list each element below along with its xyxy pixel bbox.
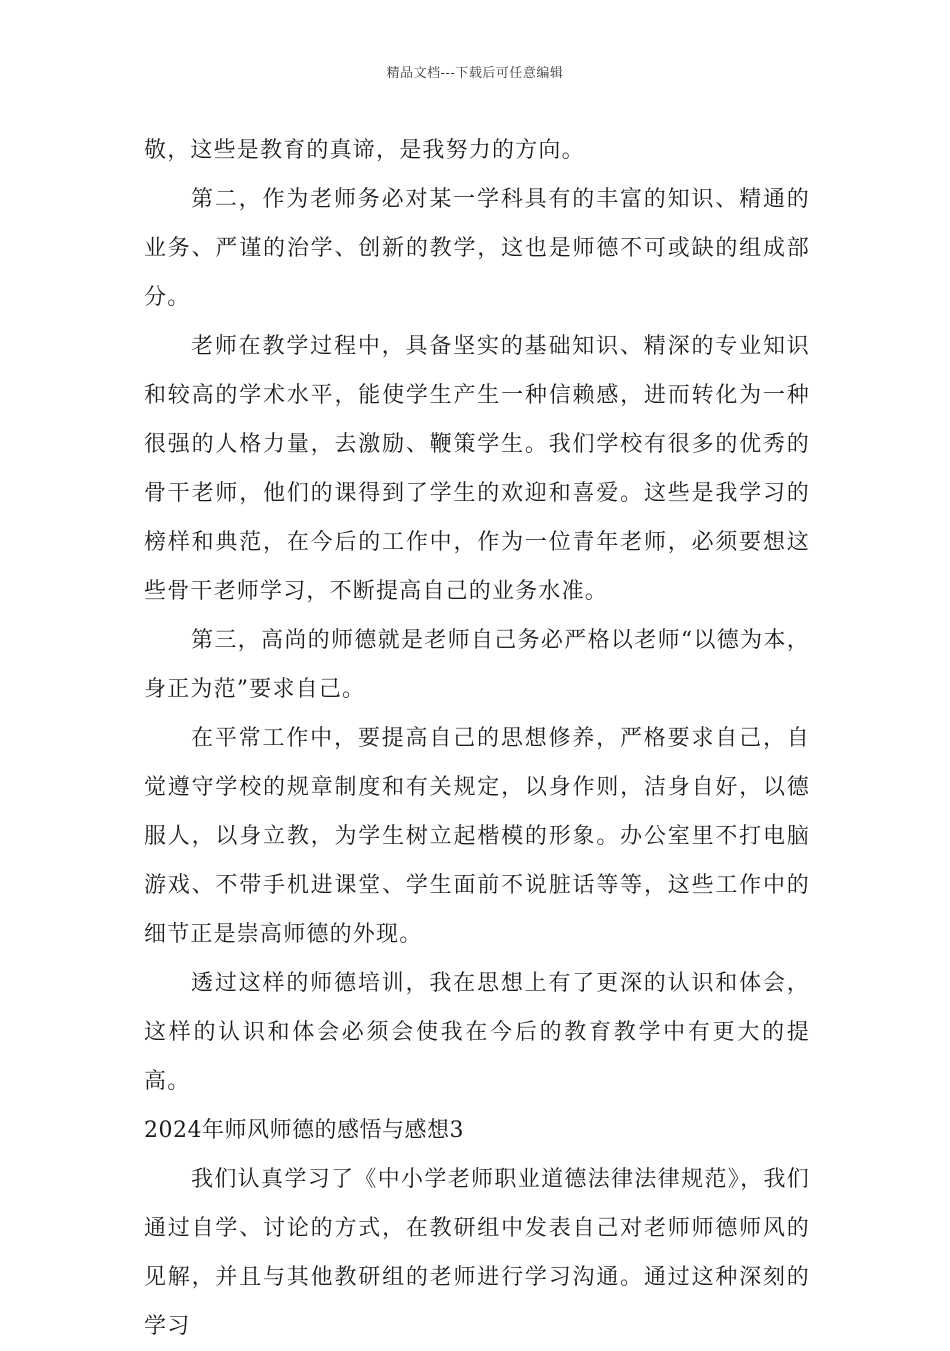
section-heading: 2024年师风师德的感悟与感想3 <box>144 1118 464 1143</box>
paragraph-training-reflection: 透过这样的师德培训，我在思想上有了更深的认识和体会，这样的认识和体会必须会使我在今后的教育教学中有更大的提高。 <box>144 971 810 1094</box>
paragraph-teacher-knowledge: 老师在教学过程中，具备坚实的基础知识、精深的专业知识和较高的学术水平，能使学生产生一种信赖感，进而转化为一种很强的人格力量，去激励、鞭策学生。我们学校有很多的优秀的骨干老师，他们的课得到了学生的欢迎和喜爱。这些是我学习的榜样和典范，在今后的工作中，作为一位青年老师，必须要想这些骨干老师学习，不断提高自己的业务水准。 <box>144 334 810 604</box>
document-body <box>144 126 810 1351</box>
paragraph-continuation: 敬，这些是教育的真谛，是我努力的方向。 <box>144 138 585 163</box>
paragraph-second-point: 第二，作为老师务必对某一学科具有的丰富的知识、精通的业务、严谨的治学、创新的教学，这也是师德不可或缺的组成部分。 <box>144 187 810 310</box>
paragraph-study-code: 我们认真学习了《中小学老师职业道德法律法律规范》，我们通过自学、讨论的方式，在教研组中发表自己对老师师德师风的见解，并且与其他教研组的老师进行学习沟通。通过这种深刻的学习 <box>144 1167 810 1339</box>
page-header: 精品文档---下载后可任意编辑 <box>386 66 564 81</box>
paragraph-third-point: 第三，高尚的师德就是老师自己务必严格以老师“以德为本，身正为范”要求自己。 <box>144 628 810 702</box>
paragraph-daily-work: 在平常工作中，要提高自己的思想修养，严格要求自己，自觉遵守学校的规章制度和有关规定，以身作则，洁身自好，以德服人，以身立教，为学生树立起楷模的形象。办公室里不打电脑游戏、不带手机进课堂、学生面前不说脏话等等，这些工作中的细节正是崇高师德的外现。 <box>144 726 810 947</box>
